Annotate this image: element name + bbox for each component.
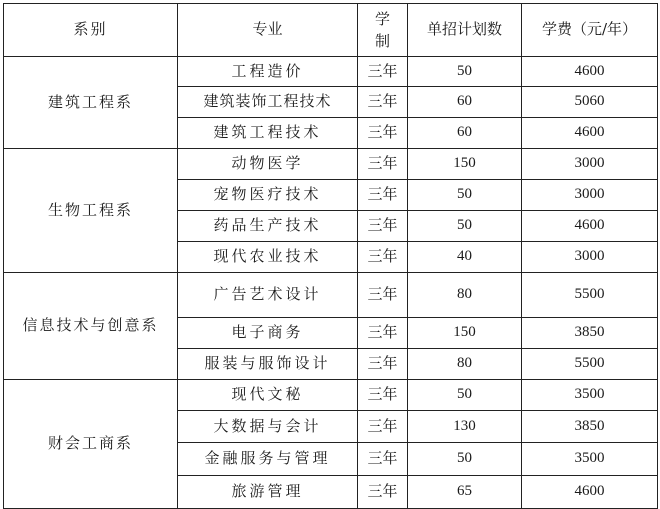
major-cell: 现代文秘 xyxy=(178,380,358,411)
tuition-cell: 5500 xyxy=(522,349,658,380)
tuition-cell: 5500 xyxy=(522,273,658,318)
tuition-cell: 4600 xyxy=(522,57,658,87)
major-cell: 建筑装饰工程技术 xyxy=(178,87,358,118)
tuition-cell: 4600 xyxy=(522,118,658,149)
plan-cell: 65 xyxy=(408,476,522,509)
major-cell: 工程造价 xyxy=(178,57,358,87)
header-row xyxy=(4,4,658,57)
plan-cell: 50 xyxy=(408,380,522,411)
tuition-cell: 3500 xyxy=(522,380,658,411)
plan-cell: 50 xyxy=(408,180,522,211)
major-cell: 宠物医疗技术 xyxy=(178,180,358,211)
duration-cell: 三年 xyxy=(358,443,408,476)
major-cell: 旅游管理 xyxy=(178,476,358,509)
table-row xyxy=(4,273,658,318)
duration-cell: 三年 xyxy=(358,180,408,211)
plan-cell: 50 xyxy=(408,211,522,242)
major-cell: 建筑工程技术 xyxy=(178,118,358,149)
major-cell: 现代农业技术 xyxy=(178,242,358,273)
duration-cell: 三年 xyxy=(358,349,408,380)
duration-cell: 三年 xyxy=(358,118,408,149)
plan-cell: 80 xyxy=(408,273,522,318)
plan-cell: 150 xyxy=(408,149,522,180)
department-cell: 信息技术与创意系 xyxy=(4,273,178,380)
tuition-cell: 3000 xyxy=(522,180,658,211)
header-department: 系别 xyxy=(4,4,178,57)
plan-cell: 40 xyxy=(408,242,522,273)
duration-cell: 三年 xyxy=(358,476,408,509)
tuition-cell: 5060 xyxy=(522,87,658,118)
duration-cell: 三年 xyxy=(358,380,408,411)
duration-cell: 三年 xyxy=(358,242,408,273)
department-cell: 建筑工程系 xyxy=(4,57,178,149)
major-cell: 大数据与会计 xyxy=(178,411,358,443)
tuition-cell: 3000 xyxy=(522,242,658,273)
major-cell: 动物医学 xyxy=(178,149,358,180)
plan-cell: 50 xyxy=(408,443,522,476)
major-cell: 药品生产技术 xyxy=(178,211,358,242)
major-cell: 金融服务与管理 xyxy=(178,443,358,476)
header-tuition: 学费（元/年） xyxy=(522,4,658,57)
tuition-cell: 3850 xyxy=(522,318,658,349)
plan-cell: 80 xyxy=(408,349,522,380)
plan-cell: 50 xyxy=(408,57,522,87)
header-enrollment-plan: 单招计划数 xyxy=(408,4,522,57)
duration-cell: 三年 xyxy=(358,318,408,349)
plan-cell: 60 xyxy=(408,118,522,149)
table-row xyxy=(4,149,658,180)
duration-cell: 三年 xyxy=(358,87,408,118)
plan-cell: 150 xyxy=(408,318,522,349)
major-cell: 服装与服饰设计 xyxy=(178,349,358,380)
header-major: 专业 xyxy=(178,4,358,57)
duration-cell: 三年 xyxy=(358,411,408,443)
header-duration xyxy=(358,4,408,57)
header-duration-label: 学制 xyxy=(374,10,390,50)
plan-cell: 130 xyxy=(408,411,522,443)
tuition-cell: 3500 xyxy=(522,443,658,476)
duration-cell: 三年 xyxy=(358,211,408,242)
department-cell: 财会工商系 xyxy=(4,380,178,509)
tuition-cell: 3850 xyxy=(522,411,658,443)
department-cell: 生物工程系 xyxy=(4,149,178,273)
major-cell: 广告艺术设计 xyxy=(178,273,358,318)
duration-cell: 三年 xyxy=(358,273,408,318)
table-row xyxy=(4,57,658,87)
enrollment-table xyxy=(3,3,658,509)
tuition-cell: 3000 xyxy=(522,149,658,180)
duration-cell: 三年 xyxy=(358,57,408,87)
major-cell: 电子商务 xyxy=(178,318,358,349)
table-row xyxy=(4,380,658,411)
plan-cell: 60 xyxy=(408,87,522,118)
tuition-cell: 4600 xyxy=(522,211,658,242)
duration-cell: 三年 xyxy=(358,149,408,180)
tuition-cell: 4600 xyxy=(522,476,658,509)
